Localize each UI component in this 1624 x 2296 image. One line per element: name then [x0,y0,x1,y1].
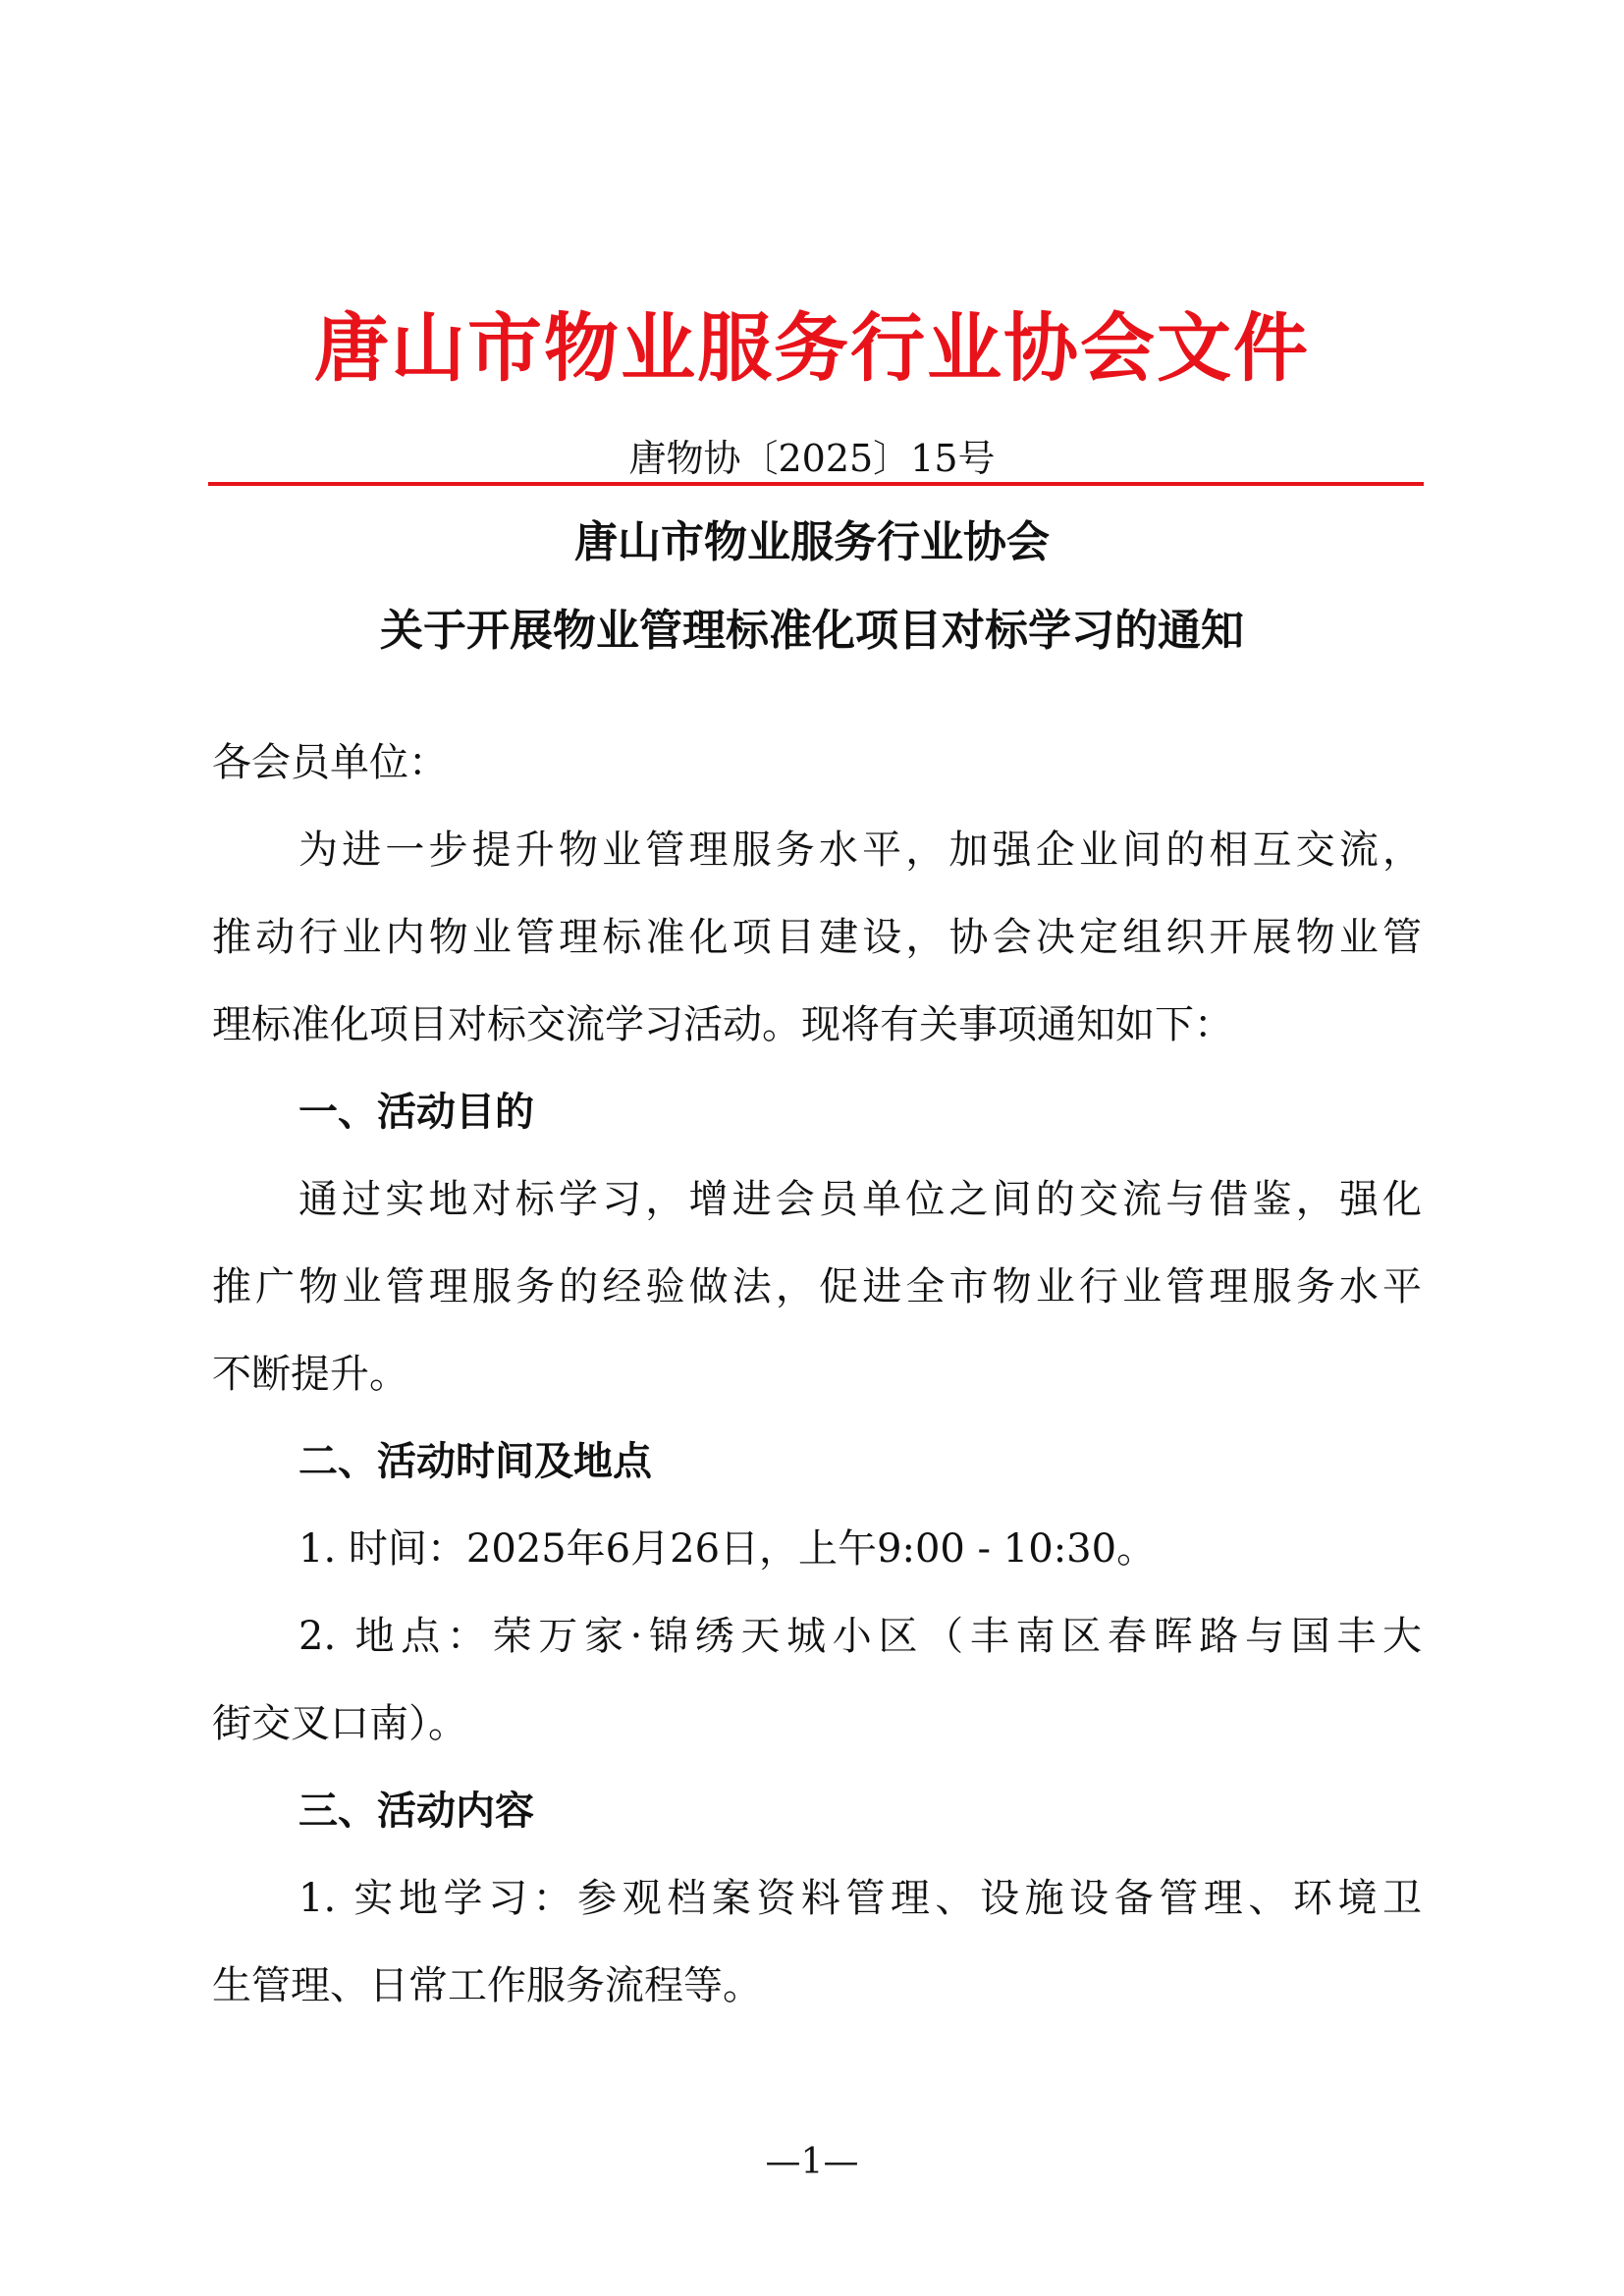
red-divider-rule [208,482,1424,486]
place-line-1: 2. 地点：荣万家·锦绣天城小区（丰南区春晖路与国丰大 [298,1614,1422,1659]
time-line: 1. 时间：2025年6月26日，上午9:00 - 10:30。 [298,1526,1157,1572]
content-line-2: 生管理、日常工作服务流程等。 [212,1963,762,2008]
intro-line-1: 为进一步提升物业管理服务水平，加强企业间的相互交流， [298,828,1422,873]
purpose-line-3: 不断提升。 [212,1352,408,1397]
place-line-2: 街交叉口南）。 [212,1701,467,1746]
salutation: 各会员单位： [212,740,448,785]
section-heading-purpose: 一、活动目的 [298,1090,534,1135]
section-heading-time-place: 二、活动时间及地点 [298,1439,652,1484]
purpose-line-1: 通过实地对标学习，增进会员单位之间的交流与借鉴，强化 [298,1177,1422,1222]
intro-line-2: 推动行业内物业管理标准化项目建设，协会决定组织开展物业管 [212,915,1422,960]
org-file-title: 唐山市物业服务行业协会文件 [314,304,1310,392]
intro-line-3: 理标准化项目对标交流学习活动。现将有关事项通知如下： [212,1002,1233,1047]
notice-title-line-1: 唐山市物业服务行业协会 [574,517,1050,567]
notice-title-line-2: 关于开展物业管理标准化项目对标学习的通知 [380,606,1244,656]
section-heading-content: 三、活动内容 [298,1789,534,1834]
content-line-1: 1. 实地学习：参观档案资料管理、设施设备管理、环境卫 [298,1876,1422,1921]
document-number: 唐物协〔2025〕15号 [628,437,996,480]
purpose-line-2: 推广物业管理服务的经验做法，促进全市物业行业管理服务水平 [212,1264,1422,1309]
page-number: —1— [765,2142,859,2182]
